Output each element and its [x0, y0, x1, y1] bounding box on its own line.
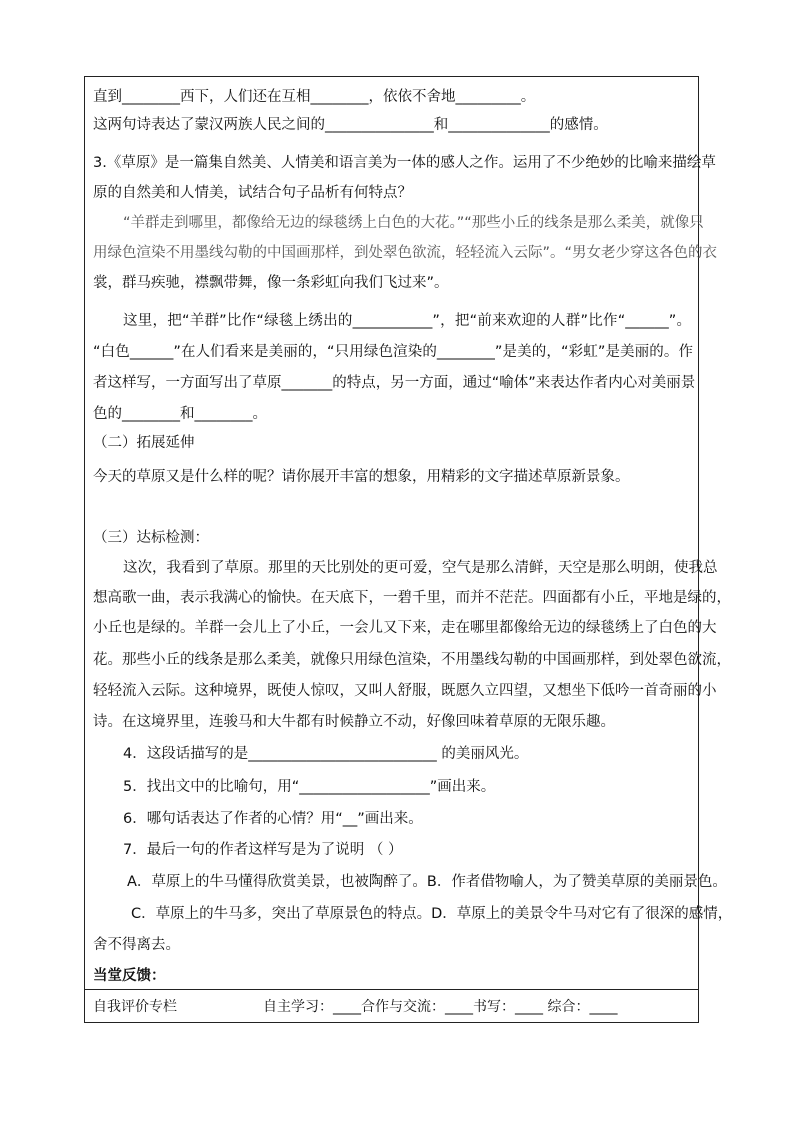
question-7-options-ab: A．草原上的牛马懂得欣赏美景，也被陶醉了。B．作者借物喻人，为了赞美草原的美丽景色。 [127, 874, 727, 890]
feedback-heading: 当堂反馈： [93, 968, 166, 984]
extension-prompt: 今天的草原又是什么样的呢？请你展开丰富的想象，用精彩的文字描述草原新景象。 [93, 469, 630, 485]
analysis-line-3: 者这样写，一方面写出了草原_______的特点，另一方面，通过“喻体”来表达作者内心对美丽景 [93, 375, 696, 391]
quote-line-3: 裳，群马疾驰，襟飘带舞，像一条彩虹向我们飞过来”。 [93, 275, 449, 291]
section-test-heading: （三）达标检测： [93, 530, 209, 546]
self-evaluation-scores: 自主学习：____合作与交流：____书写：____ 综合：____ [263, 999, 618, 1015]
question-4: 4．这段话描写的是__________________________ 的美丽风光。 [123, 746, 529, 762]
quote-line-2: 用绿色渲染不用墨线勾勒的中国画那样，到处翠色欲流，轻轻流入云际”。“男女老少穿这各色的衣 [93, 245, 718, 261]
passage-line-2: 想高歌一曲，表示我满心的愉快。在天底下，一碧千里，而并不茫茫。四面都有小丘，平地是绿的， [93, 590, 731, 606]
poem-fill-line-1: 直到________西下，人们还在互相________，依依不舍地_________。 [93, 89, 536, 105]
self-evaluation-label: 自我评价专栏 [93, 999, 177, 1015]
analysis-line-1: 这里，把“羊群”比作“绿毯上绣出的___________”，把“前来欢迎的人群”比作“______”。 [123, 313, 691, 329]
question-6: 6．哪句话表达了作者的心情？用“__”画出来。 [123, 811, 423, 827]
question-7-options-cd-cont: 舍不得离去。 [93, 937, 180, 953]
analysis-line-2: “白色______”在人们看来是美丽的，“只用绿色渲染的________”是美的，“彩虹”是美丽的。作 [93, 344, 693, 360]
section-extension-heading: （二）拓展延伸 [93, 435, 195, 451]
question-3-line-2: 原的自然美和人情美，试结合句子品析有何特点？ [93, 185, 412, 201]
passage-line-4: 花。那些小丘的线条是那么柔美，就像只用绿色渲染，不用墨线勾勒的中国画那样，到处翠色欲流， [93, 652, 731, 668]
question-3-line-1: 3.《草原》是一篇集自然美、人情美和语言美为一体的感人之作。运用了不少绝妙的比喻来描绘草 [93, 155, 716, 171]
passage-line-6: 诗。在这境界里，连骏马和大牛都有时候静立不动，好像回味着草原的无限乐趣。 [93, 714, 615, 730]
passage-line-3: 小丘也是绿的。羊群一会儿上了小丘，一会儿又下来，走在哪里都像给无边的绿毯绣上了白色的大 [93, 620, 717, 636]
question-7-options-cd: C．草原上的牛马多，突出了草原景色的特点。D．草原上的美景令牛马对它有了很深的感情， [131, 906, 733, 922]
passage-line-5: 轻轻流入云际。这种境界，既使人惊叹，又叫人舒服，既愿久立四望，又想坐下低吟一首奇丽的小 [93, 683, 717, 699]
passage-line-1: 这次，我看到了草原。那里的天比别处的更可爱，空气是那么清鲜，天空是那么明朗，使我总 [123, 560, 718, 576]
question-7: 7．最后一句的作者这样写是为了说明 （ ） [123, 842, 403, 858]
worksheet-content [85, 77, 733, 990]
self-evaluation-row [85, 990, 698, 1022]
analysis-line-4: 色的________和________。 [93, 406, 267, 422]
question-5: 5．找出文中的比喻句，用“__________________”画出来。 [123, 779, 496, 795]
quote-line-1: “羊群走到哪里，都像给无边的绿毯绣上白色的大花。”“那些小丘的线条是那么柔美，就像只 [123, 215, 704, 231]
poem-fill-line-2: 这两句诗表达了蒙汉两族人民之间的_______________和______________的感情。 [93, 117, 608, 133]
worksheet-frame [84, 76, 733, 1023]
